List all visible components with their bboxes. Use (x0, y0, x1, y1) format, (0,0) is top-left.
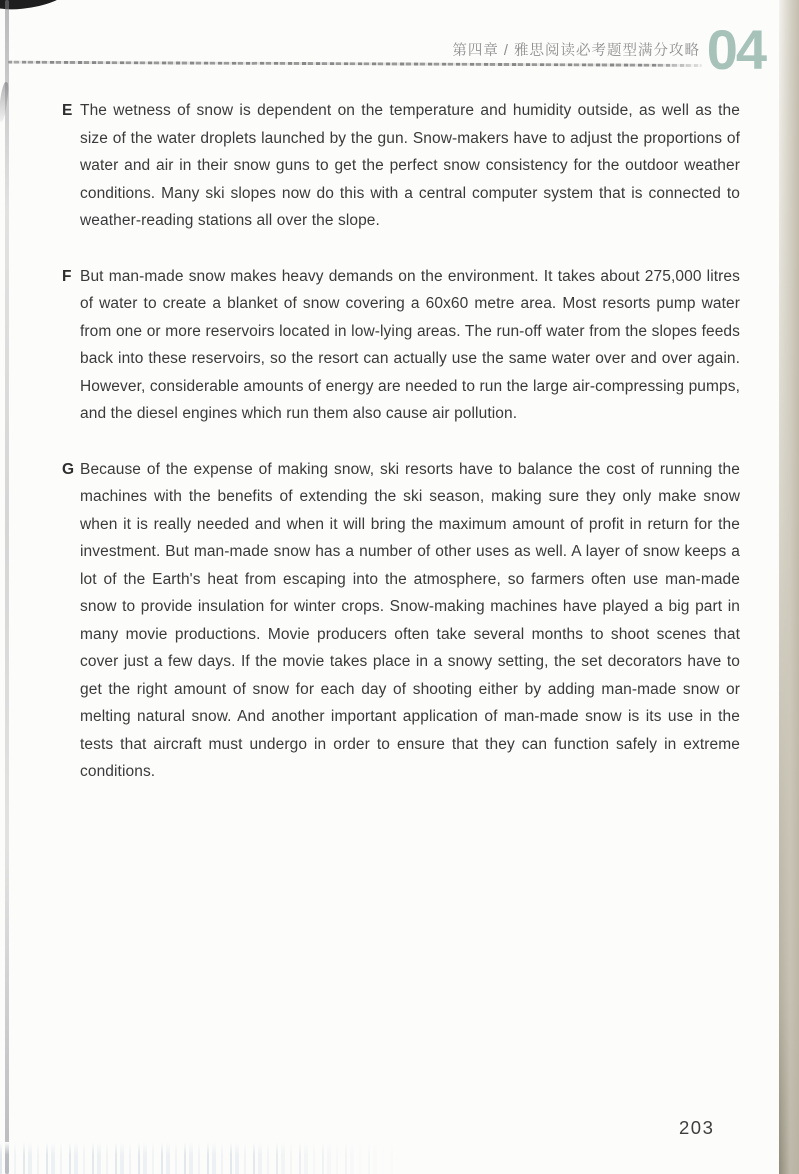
scan-noise-bottom-left (0, 1142, 440, 1174)
paragraph-e-text: The wetness of snow is dependent on the temperature and humidity outside, as well as the size of the water droplets launched by the gun. Snow-makers have to adjust the proportions of water and air in their snow guns to get the perfect snow consistency for the outdoor weather conditions. Many ski slopes now do this with a central computer system that is connected to weather-reading stations all over the slope. (80, 102, 740, 229)
page-edge-left (5, 0, 9, 1174)
scan-artifact-top-left (0, 0, 66, 12)
header-divider (8, 61, 702, 67)
paragraph-g-text: Because of the expense of making snow, ski resorts have to balance the cost of running the machines with the benefits of extending the ski season, making sure they only make snow when it is really needed and when it will bring the maximum amount of profit in return for the investment. But man-made snow has a number of other uses as well. A layer of snow keeps a lot of the Earth's heat from escaping into the atmosphere, so farmers often use man-made snow to provide insulation for winter crops. Snow-making machines have played a big part in many movie productions. Movie producers often take several months to shoot scenes that cover just a few days. If the movie takes place in a snowy setting, the set decorators have to get the right amount of snow for each day of shooting either by adding man-made snow or melting natural snow. And another important application of man-made snow is its use in the tests that aircraft must undergo in order to ensure that they can function safely in extreme conditions. (80, 460, 740, 780)
chapter-header-title: 第四章 / 雅思阅读必考题型满分攻略 (452, 43, 700, 59)
paragraph-g-label: G (62, 460, 75, 478)
paragraph-e-label: E (62, 102, 73, 119)
chapter-number: 04 (706, 18, 765, 81)
page-number: 203 (679, 1117, 715, 1138)
paragraph-e (62, 97, 740, 235)
paragraph-g (62, 456, 740, 786)
paragraph-f (62, 263, 740, 428)
passage-content (62, 97, 740, 814)
page-edge-right (779, 0, 799, 1174)
paragraph-f-label: F (62, 267, 72, 285)
paragraph-f-text: But man-made snow makes heavy demands on the environment. It takes about 275,000 litres of water to create a blanket of snow covering a 60x60 metre area. Most resorts pump water from one or more reservoirs located in low-lying areas. The run-off water from the slopes feeds back into these reservoirs, so the resort can actually use the same water over and over again. However, considerable amounts of energy are needed to run the large air-compressing pumps, and the diesel engines which run them also cause air pollution. (80, 267, 740, 422)
